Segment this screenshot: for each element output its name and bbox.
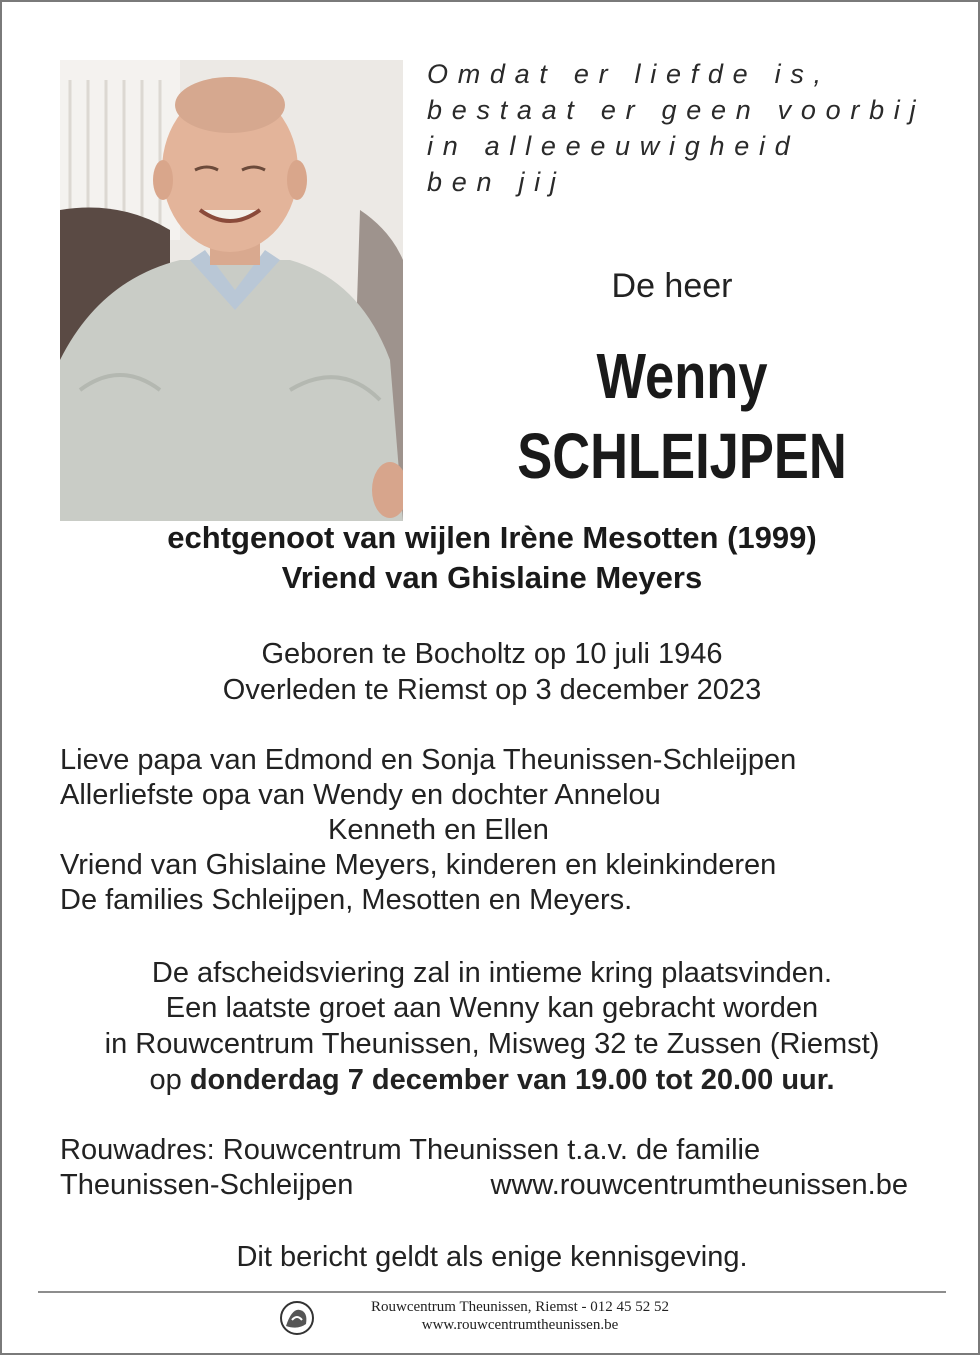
funeral-home-logo-icon: [278, 1300, 316, 1336]
poem: [427, 56, 947, 200]
family-line: Kenneth en Ellen: [328, 814, 549, 846]
ceremony-line: in Rouwcentrum Theunissen, Misweg 32 te Zussen (Riemst): [104, 1028, 880, 1060]
notice-line: Dit bericht geldt als enige kennisgeving.: [236, 1241, 748, 1273]
family-line: Lieve papa van Edmond en Sonja Theunissen-Schleijpen: [60, 744, 797, 776]
portrait-photo: [60, 60, 403, 521]
address-family: Theunissen-Schleijpen: [60, 1169, 354, 1201]
footer-text: [320, 1298, 720, 1334]
honorific: De heer: [611, 267, 733, 305]
spouse-line: echtgenoot van wijlen Irène Mesotten (1999): [167, 520, 817, 555]
address-line: Rouwadres: Rouwcentrum Theunissen t.a.v. de familie: [60, 1134, 761, 1166]
ceremony-time-line: [2, 1062, 980, 1098]
mourning-address: [60, 1133, 940, 1203]
poem-line: Omdat er liefde is,: [427, 59, 831, 89]
family-list: [60, 743, 940, 918]
footer-contact: Rouwcentrum Theunissen, Riemst - 012 45 52 52: [370, 1299, 670, 1315]
friend-line: Vriend van Ghislaine Meyers: [281, 560, 703, 595]
footer-website[interactable]: www.rouwcentrumtheunissen.be: [421, 1317, 619, 1333]
last-name: SCHLEIJPEN: [517, 420, 847, 492]
footer-divider: [38, 1291, 946, 1293]
birth-line: Geboren te Bocholtz op 10 juli 1946: [261, 638, 723, 670]
family-line: De families Schleijpen, Mesotten en Meyers.: [60, 884, 633, 916]
family-line: Allerliefste opa van Wendy en dochter Annelou: [60, 779, 661, 811]
ceremony-time-prefix: op: [149, 1064, 190, 1096]
poem-line: ben jij: [427, 167, 566, 197]
ceremony-line: Een laatste groet aan Wenny kan gebracht worden: [165, 992, 819, 1024]
poem-line: bestaat er geen voorbij: [427, 95, 926, 125]
website-link[interactable]: www.rouwcentrumtheunissen.be: [490, 1169, 908, 1201]
footer: [278, 1298, 718, 1338]
ceremony-line: De afscheidsviering zal in intieme kring plaatsvinden.: [151, 957, 833, 989]
poem-line: in alleeeuwigheid: [427, 131, 800, 161]
ceremony-time: donderdag 7 december van 19.00 tot 20.00 uur.: [189, 1064, 835, 1096]
first-name: Wenny: [596, 340, 768, 412]
family-line: Vriend van Ghislaine Meyers, kinderen en kleinkinderen: [60, 849, 777, 881]
death-line: Overleden te Riemst op 3 december 2023: [222, 674, 762, 706]
portrait-illustration: [60, 60, 403, 521]
address-row: [60, 1168, 940, 1203]
